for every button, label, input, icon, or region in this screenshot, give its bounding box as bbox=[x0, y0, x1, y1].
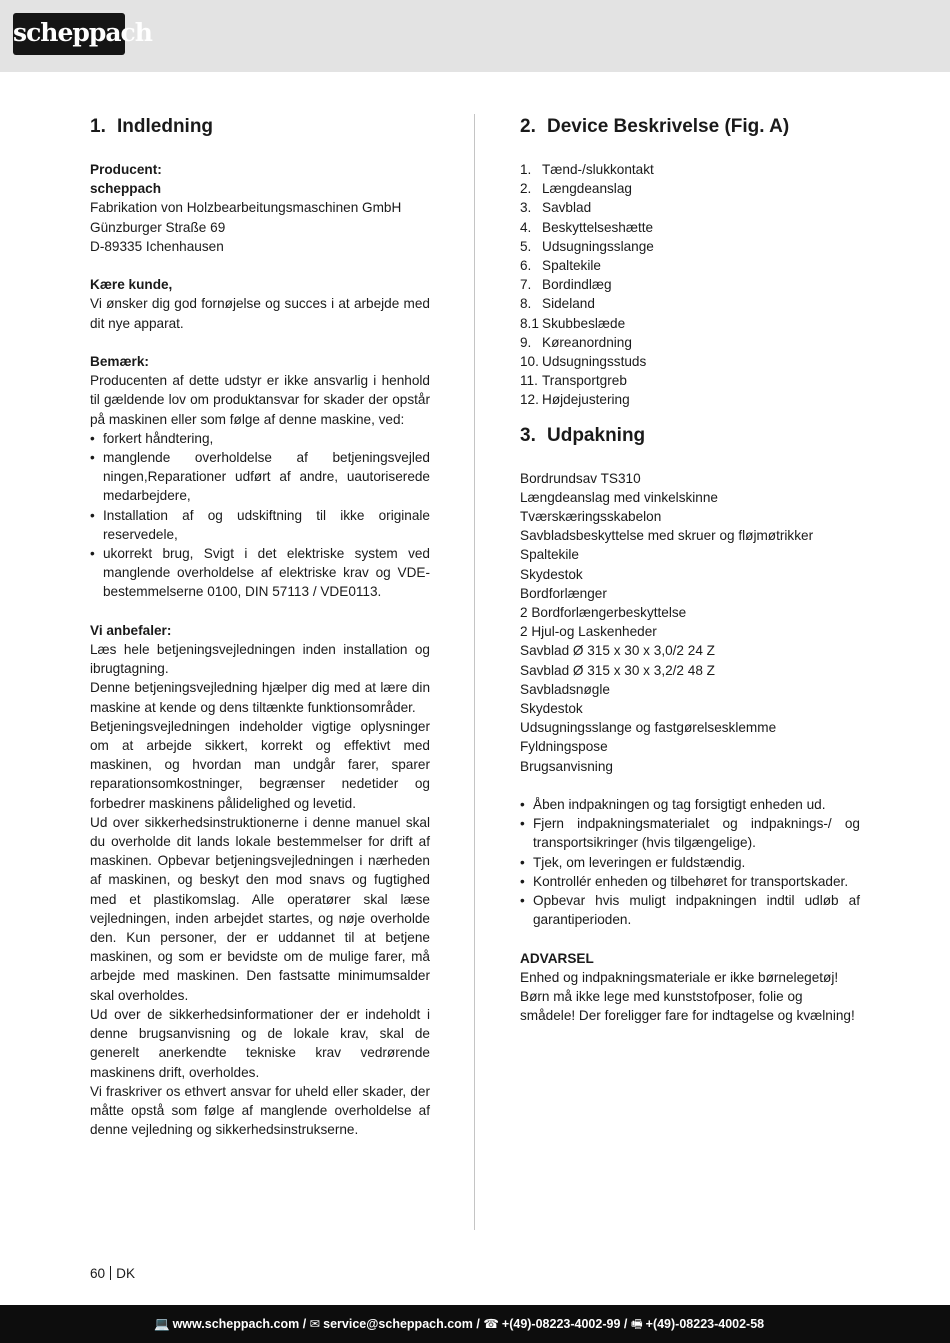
list-item: • ukorrekt brug, Svigt i det elektriske system ved manglende overholdelse af elektriske krav og VDE-bestemmelserne 0100, DIN 57113 / VDE0113. bbox=[90, 544, 430, 602]
list-item: • Åben indpakningen og tag forsigtigt enheden ud. bbox=[520, 795, 860, 814]
section-1-heading bbox=[90, 114, 430, 140]
producer-company: scheppach bbox=[90, 181, 162, 197]
list-item: • Fjern indpakningsmaterialet og indpaknings-/ og transportsikringer (hvis tilgængelige). bbox=[520, 814, 860, 852]
mail-icon: ✉ bbox=[309, 1317, 321, 1331]
page-number bbox=[90, 1264, 135, 1283]
greeting-label: Kære kunde, bbox=[90, 277, 173, 293]
list-item: Bordrundsav TS310 bbox=[520, 470, 641, 486]
right-column bbox=[520, 114, 860, 1026]
list-item: 10. Udsugningsstuds bbox=[520, 354, 647, 370]
section-number: 2. bbox=[520, 116, 536, 137]
monitor-icon: 💻 bbox=[154, 1317, 170, 1331]
list-item: Skydestok bbox=[520, 701, 583, 717]
recommend-paragraph: Denne betjeningsvejledning hjælper dig med at lære din maskine at kende og dens tiltænkte funktionsområder. bbox=[90, 680, 430, 715]
list-item: 2 Bordforlængerbeskyttelse bbox=[520, 605, 687, 621]
warning-text: Enhed og indpakningsmateriale er ikke børnelegetøj! Børn må ikke lege med kunststofposer, folie og smådele! Der foreligger fare for indtagelse og kvælning! bbox=[520, 969, 855, 1024]
recommend-paragraph: Læs hele betjeningsvejledningen inden installation og ibrugtagning. bbox=[90, 642, 430, 677]
list-item: • Installation af og udskiftning til ikke originale reservedele, bbox=[90, 506, 430, 544]
producer-line: D-89335 Ichenhausen bbox=[90, 238, 224, 254]
section-3-heading bbox=[520, 423, 860, 449]
recommend-label: Vi anbefaler: bbox=[90, 622, 172, 638]
warning-label: ADVARSEL bbox=[520, 950, 594, 966]
footer-website[interactable]: www.scheppach.com bbox=[172, 1317, 300, 1331]
list-item: 9. Køreanordning bbox=[520, 334, 632, 350]
list-item: Spaltekile bbox=[520, 547, 579, 563]
list-item: 8. Sideland bbox=[520, 296, 595, 312]
footer-phone: +(49)-08223-4002-99 bbox=[501, 1317, 621, 1331]
list-item: Fyldningspose bbox=[520, 739, 608, 755]
list-item: Tværskæringsskabelon bbox=[520, 509, 662, 525]
list-item: • manglende overholdelse af betjeningsvejled ningen,Reparationer udført af andre, uautoriserede medarbejdere, bbox=[90, 448, 430, 506]
note-label: Bemærk: bbox=[90, 354, 149, 369]
list-item: Bordforlænger bbox=[520, 585, 607, 601]
recommend-paragraph: Ud over sikkerhedsinstruktionerne i denne manuel skal du overholde dit lands lokale bestemmelser for drift af maskinen. Opbevar betjeningsvejledningen i nærheden af maskinen, og beskyt den mod snavs og fugtighed med et plastikomslag. Alle operatører skal læse vejledningen, inden arbejdet startes, og nøje overholde den. Kun personer, der er uddannet til at betjene maskinen, og som er bevidste om de mulige farer, må arbejde med maskinen. Den fastsatte minimumsalder skal overholdes. bbox=[90, 814, 430, 1003]
list-item: Længdeanslag med vinkelskinne bbox=[520, 489, 718, 505]
list-item: Savbladsbeskyttelse med skruer og fløjmøtrikker bbox=[520, 528, 814, 544]
list-item: Savblad Ø 315 x 30 x 3,0/2 24 Z bbox=[520, 643, 715, 659]
list-item: 6. Spaltekile bbox=[520, 258, 601, 274]
greeting-text: Vi ønsker dig god fornøjelse og succes i at arbejde med dit nye apparat. bbox=[90, 296, 430, 331]
list-item: • Tjek, om leveringen er fuldstændig. bbox=[520, 853, 860, 872]
section-title: Udpakning bbox=[547, 424, 646, 446]
note-bullets bbox=[90, 429, 430, 602]
list-item: 7. Bordindlæg bbox=[520, 277, 612, 293]
note-text: Producenten af dette udstyr er ikke ansvarlig i henhold til gældende lov om produktansvar for skader der opstår på maskinen eller som følge af denne maskine, ved: bbox=[90, 373, 430, 427]
footer-bar: 💻 www.scheppach.com / ✉ service@scheppach.com / ☎ +(49)-08223-4002-99 / 🖷 +(49)-08223-4002-58 bbox=[0, 1305, 950, 1343]
section-title: Device Beskrivelse (Fig. A) bbox=[547, 116, 790, 137]
list-item: 8.1 Skubbeslæde bbox=[520, 315, 626, 331]
recommend-paragraph: Betjeningsvejledningen indeholder vigtige oplysninger om at arbejde sikkert, korrekt og effektivt med maskinen, og hvordan man undgår farer, sparer reparationsomkostninger, begrænser nedetider og forbedrer maskinens pålidelighed og levetid. bbox=[90, 718, 430, 811]
producer-line: Günzburger Straße 69 bbox=[90, 219, 226, 235]
page-separator bbox=[110, 1266, 111, 1280]
package-contents bbox=[520, 469, 860, 776]
list-item: Brugsanvisning bbox=[520, 758, 613, 774]
section-number: 3. bbox=[520, 424, 536, 446]
section-number: 1. bbox=[90, 116, 106, 137]
list-item: 5. Udsugningsslange bbox=[520, 238, 654, 254]
footer-fax: +(49)-08223-4002-58 bbox=[645, 1317, 765, 1331]
list-item: Udsugningsslange og fastgørelsesklemme bbox=[520, 720, 777, 736]
unpacking-steps bbox=[520, 795, 860, 929]
list-item: 12. Højdejustering bbox=[520, 392, 630, 408]
footer-email[interactable]: service@scheppach.com bbox=[323, 1317, 473, 1331]
list-item: 1. Tænd-/slukkontakt bbox=[520, 162, 654, 177]
section-title: Indledning bbox=[117, 116, 214, 137]
fax-icon: 🖷 bbox=[630, 1317, 643, 1331]
page-number-value: 60 bbox=[90, 1266, 106, 1281]
section-2-heading bbox=[520, 114, 860, 140]
list-item: • forkert håndtering, bbox=[90, 429, 430, 448]
left-column bbox=[90, 114, 430, 1139]
recommend-paragraph: Ud over de sikkerhedsinformationer der er indeholdt i denne brugsanvisning og de lokale krav, skal de generelt anerkendte tekniske krav vedrørende maskinens drift, overholdes. bbox=[90, 1006, 430, 1080]
column-divider bbox=[474, 114, 475, 1230]
recommend-paragraph: Vi fraskriver os ethvert ansvar for uheld eller skader, der måtte opstå som følge af manglende overholdelse af denne vejledning og sikkerhedsinstrukserne. bbox=[90, 1083, 430, 1138]
list-item: 3. Savblad bbox=[520, 200, 592, 216]
list-item: Savbladsnøgle bbox=[520, 681, 610, 697]
list-item: 4. Beskyttelseshætte bbox=[520, 219, 654, 235]
list-item: • Opbevar hvis muligt indpakningen indtil udløb af garantiperioden. bbox=[520, 891, 860, 929]
list-item: 11. Transportgreb bbox=[520, 373, 627, 389]
list-item: 2. Længdeanslag bbox=[520, 181, 632, 197]
list-item: Skydestok bbox=[520, 566, 583, 582]
phone-icon: ☎ bbox=[483, 1317, 499, 1331]
list-item: Savblad Ø 315 x 30 x 3,2/2 48 Z bbox=[520, 662, 715, 678]
list-item: • Kontrollér enheden og tilbehøret for transportskader. bbox=[520, 872, 860, 891]
producer-label: Producent: bbox=[90, 162, 162, 177]
device-parts-list bbox=[520, 160, 860, 410]
page-language: DK bbox=[116, 1266, 136, 1281]
producer-line: Fabrikation von Holzbearbeitungsmaschinen GmbH bbox=[90, 200, 402, 216]
brand-logo: scheppach bbox=[13, 13, 125, 55]
list-item: 2 Hjul-og Laskenheder bbox=[520, 624, 657, 640]
